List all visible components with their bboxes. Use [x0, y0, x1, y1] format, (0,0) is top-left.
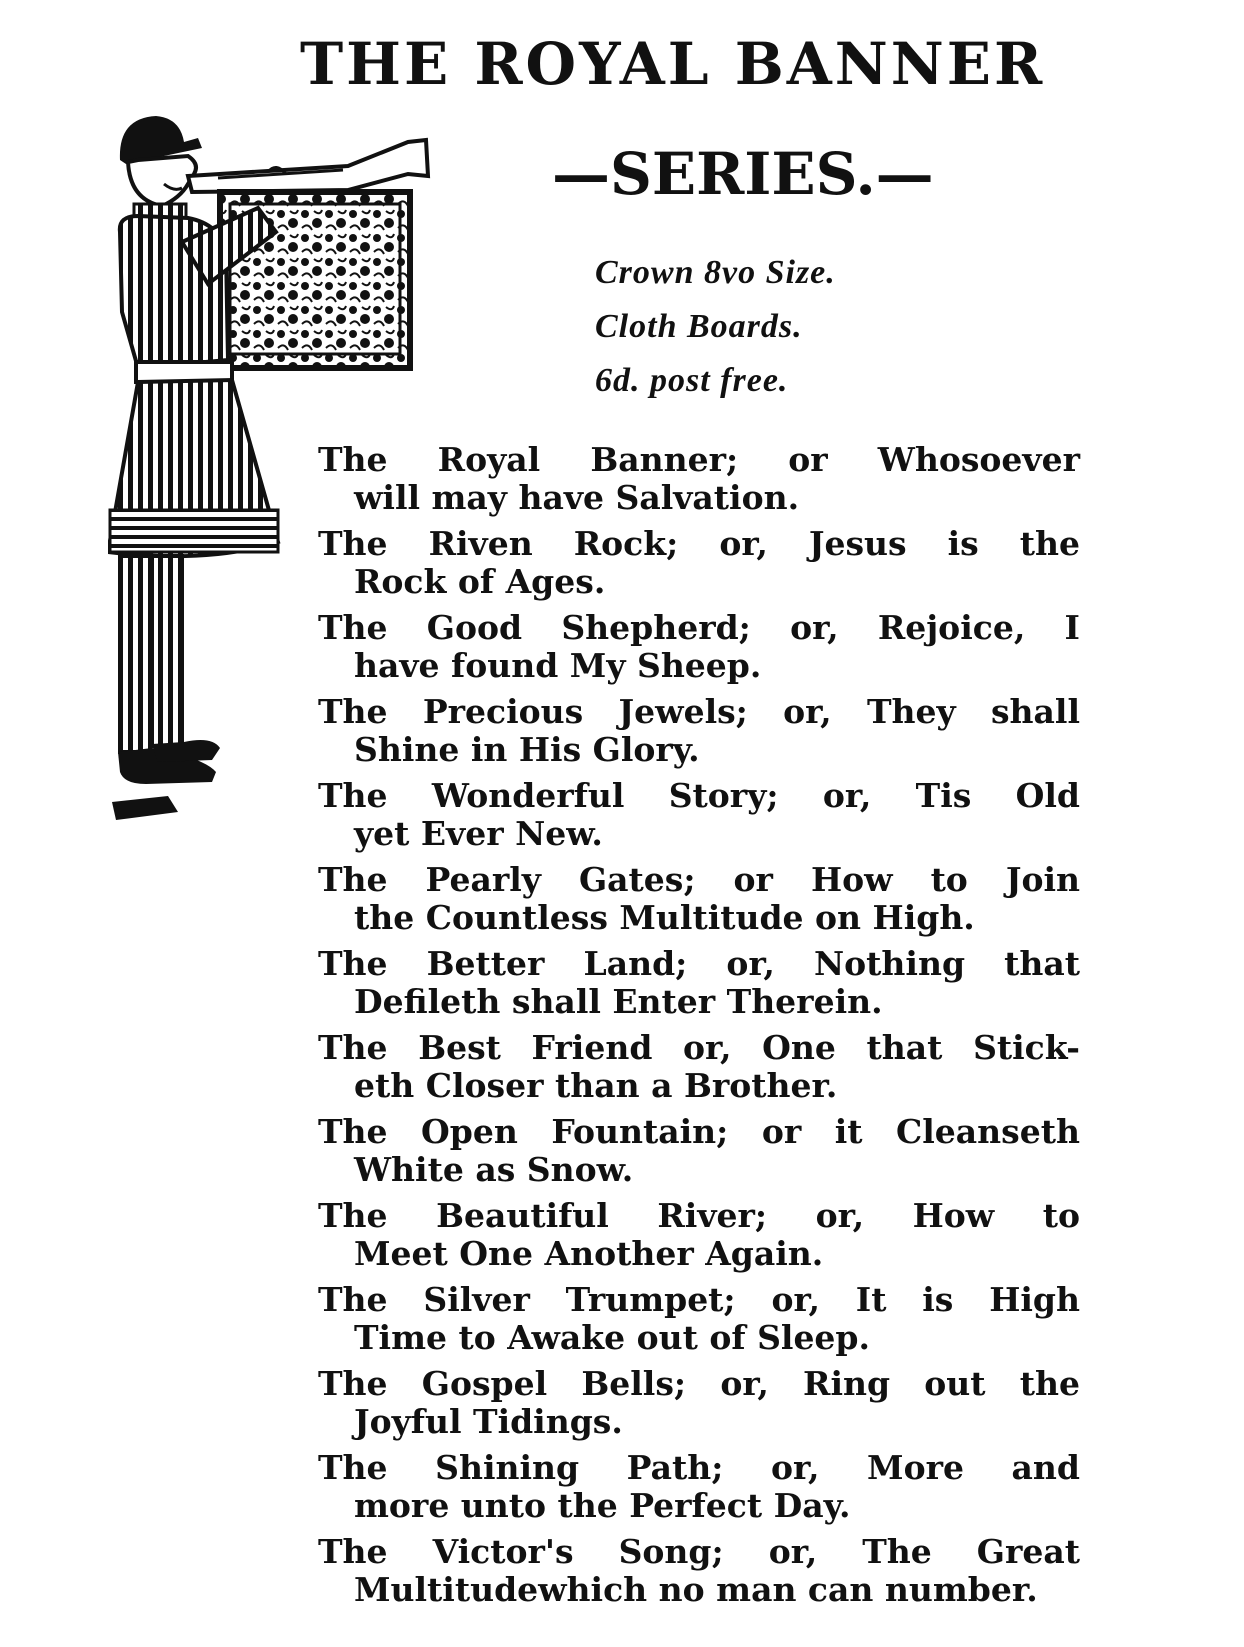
book-subtitle-line: Multitudewhich no man can number. — [354, 1570, 1038, 1609]
book-title-line: The Pearly Gates; or How to Join — [318, 860, 1080, 899]
book-subtitle-line: Meet One Another Again. — [354, 1234, 824, 1273]
book-title-line: The Beautiful River; or, How to — [318, 1196, 1080, 1235]
book-title-line: The Wonderful Story; or, Tis Old — [318, 776, 1080, 815]
book-entry — [318, 1365, 1080, 1449]
page-title: THE ROYAL BANNER — [300, 30, 1046, 98]
book-entry — [318, 861, 1080, 945]
book-subtitle-line: Rock of Ages. — [354, 562, 606, 601]
book-title-line: The Precious Jewels; or, They shall — [318, 692, 1080, 731]
book-entry — [318, 777, 1080, 861]
book-title-line: The Riven Rock; or, Jesus is the — [318, 524, 1080, 563]
book-title-line: The Better Land; or, Nothing that — [318, 944, 1080, 983]
book-entry — [318, 1449, 1080, 1533]
book-entry — [318, 609, 1080, 693]
book-title-line: The Best Friend or, One that Stick- — [318, 1028, 1080, 1067]
book-title-line: The Gospel Bells; or, Ring out the — [318, 1364, 1080, 1403]
book-subtitle-line: Defileth shall Enter Therein. — [354, 982, 883, 1021]
series-subtitle: —SERIES.— — [552, 140, 934, 208]
book-entry — [318, 1197, 1080, 1281]
book-subtitle-line: will may have Salvation. — [354, 478, 800, 517]
book-title-line: The Victor's Song; or, The Great — [318, 1532, 1080, 1571]
book-subtitle-line: the Countless Multitude on High. — [354, 898, 975, 937]
book-subtitle-line: Shine in His Glory. — [354, 730, 700, 769]
book-title-line: The Royal Banner; or Whosoever — [318, 440, 1080, 479]
book-subtitle-line: have found My Sheep. — [354, 646, 762, 685]
book-entry — [318, 1029, 1080, 1113]
book-subtitle-line: Time to Awake out of Sleep. — [354, 1318, 870, 1357]
binding-detail: Cloth Boards. — [595, 308, 803, 345]
book-entry — [318, 441, 1080, 525]
book-subtitle-line: White as Snow. — [354, 1150, 634, 1189]
book-entry — [318, 945, 1080, 1029]
book-title-line: The Open Fountain; or it Cleanseth — [318, 1112, 1080, 1151]
book-entry — [318, 1281, 1080, 1365]
book-title-line: The Good Shepherd; or, Rejoice, I — [318, 608, 1080, 647]
price-detail: 6d. post free. — [595, 362, 789, 399]
book-entry — [318, 693, 1080, 777]
book-title-line: The Silver Trumpet; or, It is High — [318, 1280, 1080, 1319]
book-entry — [318, 1533, 1080, 1617]
book-subtitle-line: eth Closer than a Brother. — [354, 1066, 838, 1105]
edition-details — [595, 246, 836, 408]
book-subtitle-line: Joyful Tidings. — [354, 1402, 623, 1441]
size-detail: Crown 8vo Size. — [595, 254, 836, 291]
book-list — [318, 441, 1080, 1617]
book-entry — [318, 525, 1080, 609]
book-title-line: The Shining Path; or, More and — [318, 1448, 1080, 1487]
book-subtitle-line: more unto the Perfect Day. — [354, 1486, 851, 1525]
book-entry — [318, 1113, 1080, 1197]
book-subtitle-line: yet Ever New. — [354, 814, 603, 853]
